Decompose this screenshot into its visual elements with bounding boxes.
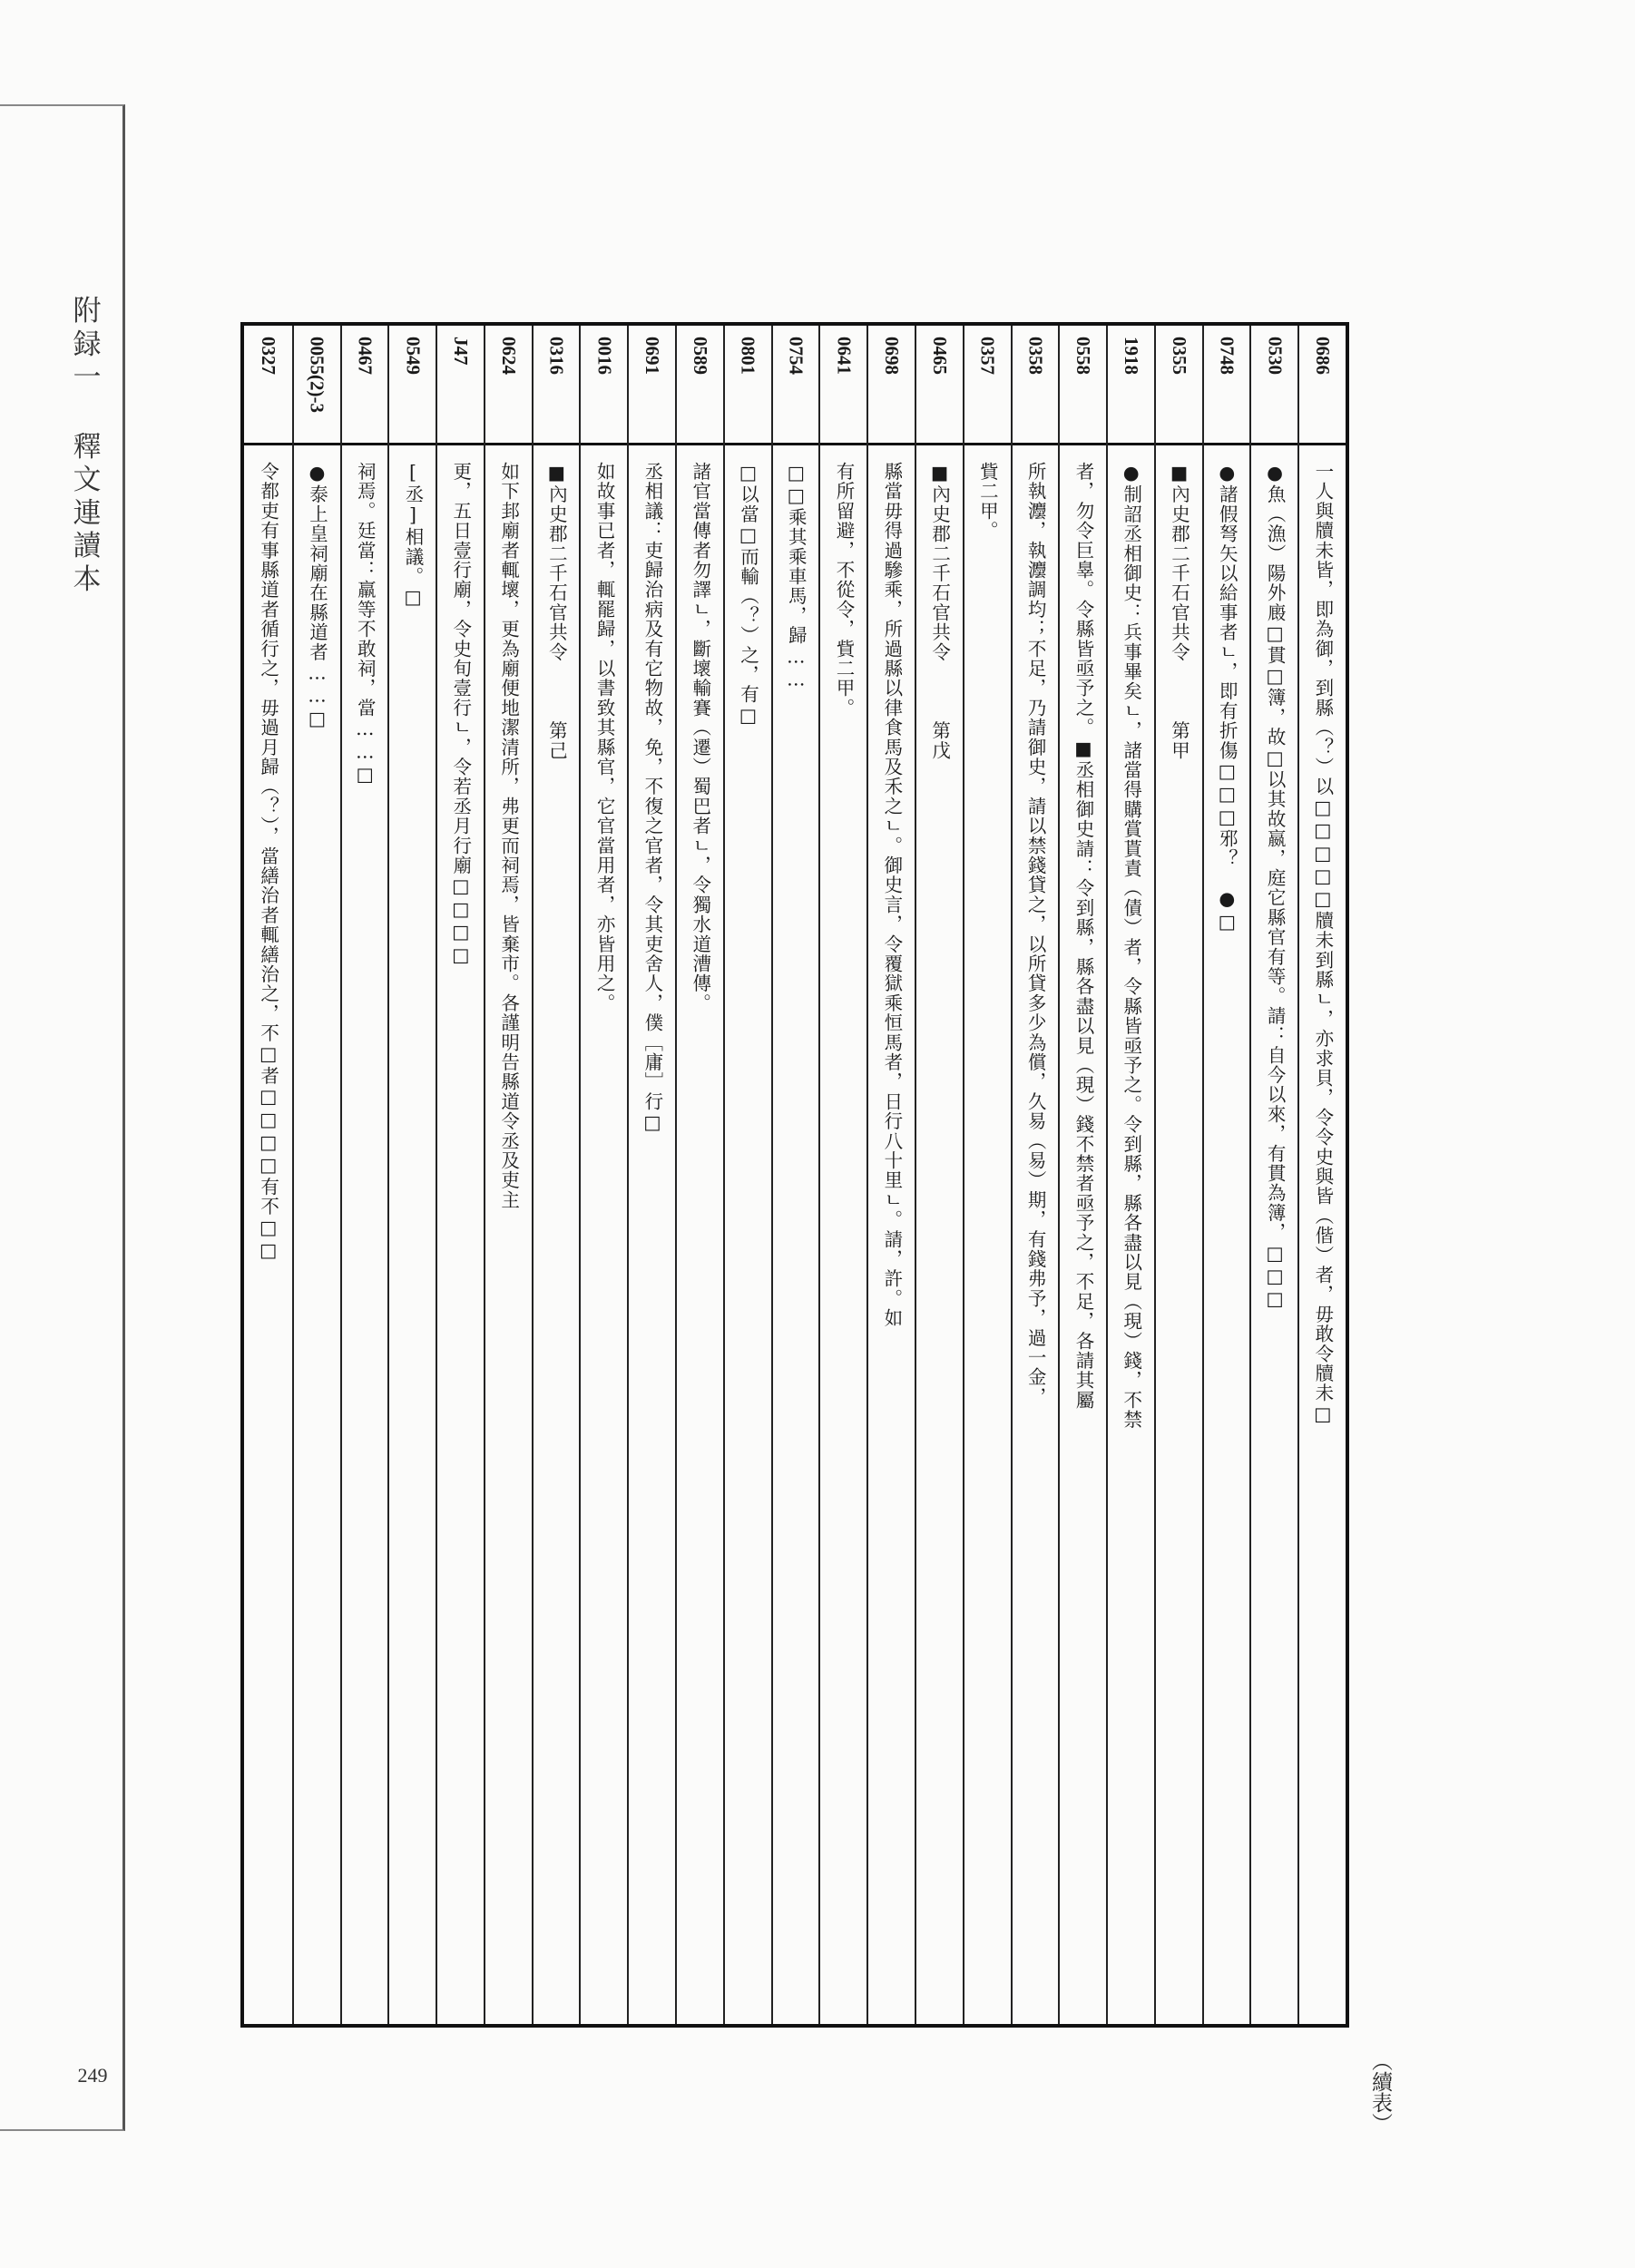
slip-text-line: [丞]相議。□ — [402, 462, 424, 610]
table-row — [579, 326, 627, 2024]
slip-number: 0530 — [1264, 337, 1287, 375]
slip-number-cell — [389, 326, 436, 445]
slip-number-cell — [485, 326, 532, 445]
slip-text-cell — [437, 462, 484, 2017]
slip-text-cell — [773, 462, 819, 2017]
slip-number: 0558 — [1072, 337, 1095, 375]
table-row — [866, 326, 915, 2024]
slip-text-line: 所執灋，執灋調均；不足，乃請御史，請以禁錢貸之，以所貸多少為償，久易（易）期，有錢弗予，過一金， — [1024, 462, 1047, 1407]
slip-text-line: 更，五日壹行廟，令史旬壹行ㄴ，令若丞月行廟□□□□ — [449, 462, 472, 967]
slip-text-line: 令都吏有事縣道者循行之，毋過月歸（？），當繕治者輒繕治之，不□者□□□□有不□□ — [257, 462, 279, 1263]
table-row — [1297, 326, 1346, 2024]
slip-number-cell — [244, 326, 292, 445]
slip-text-cell — [1204, 462, 1250, 2017]
slip-number: 0748 — [1216, 337, 1238, 375]
slip-text-line: 如故事已者，輒罷歸，以書致其縣官，它官當用者，亦皆用之。 — [593, 462, 616, 1013]
slip-number: 0589 — [689, 337, 711, 375]
slip-number-cell — [534, 326, 580, 445]
table-row — [244, 326, 292, 2024]
table-row — [292, 326, 340, 2024]
slip-text-cell — [342, 462, 388, 2017]
running-head-char: 録 — [73, 327, 102, 361]
table-row — [387, 326, 436, 2024]
slip-number: 0691 — [641, 337, 664, 375]
slip-text-cell — [244, 462, 292, 2017]
running-head-char: 讀 — [73, 530, 102, 563]
table-row — [771, 326, 819, 2024]
slip-number: 0467 — [354, 337, 377, 375]
slip-number: 0801 — [737, 337, 759, 375]
page-number: 249 — [77, 2064, 108, 2087]
slip-text-cell — [820, 462, 866, 2017]
slip-number-cell — [1013, 326, 1059, 445]
slip-number-cell — [581, 326, 627, 445]
slip-text-cell — [581, 462, 627, 2017]
slip-text-line: ●泰上皇祠廟在縣道者……□ — [306, 462, 328, 731]
table-row — [340, 326, 388, 2024]
slip-text-cell — [485, 462, 532, 2017]
slip-number-cell — [294, 326, 340, 445]
slip-number-cell — [342, 326, 388, 445]
slip-number: 0549 — [402, 337, 425, 375]
slip-text-cell — [1299, 462, 1346, 2017]
slip-text-cell — [1013, 462, 1059, 2017]
slip-text-line: 者，勿令巨辠。令縣皆亟予之。■丞相御史請：令到縣，縣各盡以見（現）錢不禁者亟予之，不足，各請其屬 — [1072, 462, 1094, 1411]
slip-text-line: ■內史郡二千石官共令 第甲 — [1168, 462, 1190, 760]
running-head-char: 釋 — [73, 430, 102, 464]
slip-number: 0698 — [881, 337, 904, 375]
slip-number-cell — [629, 326, 675, 445]
slip-number-cell — [1108, 326, 1154, 445]
slip-text-cell — [629, 462, 675, 2017]
page-edge-frame — [0, 104, 125, 2131]
slip-number-cell — [916, 326, 963, 445]
running-head-char: 附 — [73, 295, 102, 327]
slip-number-cell — [773, 326, 819, 445]
slip-text-line: 丞相議：吏歸治病及有它物故，免，不復之官者，令其吏舍人，僕［庸］行□ — [641, 462, 663, 1135]
table-row — [1154, 326, 1202, 2024]
slip-text-line: ●魚（漁）陽外廄□貫□簿，故□以其故嬴，庭它縣官有等。請：自今以來，有貫為簿，□□□ — [1264, 462, 1287, 1311]
slip-number: 0686 — [1312, 337, 1335, 375]
running-head — [71, 295, 103, 597]
slip-text-line: 祠焉。廷當：羸等不敢祠，當……□ — [354, 462, 377, 787]
slip-number-cell — [437, 326, 484, 445]
table-row — [1106, 326, 1154, 2024]
slip-text-cell — [916, 462, 963, 2017]
table-row — [1011, 326, 1059, 2024]
slip-text-cell — [1108, 462, 1154, 2017]
slip-number: 0624 — [497, 337, 520, 375]
table-row — [1202, 326, 1250, 2024]
slip-text-line: 貲二甲。 — [976, 462, 999, 541]
table-row — [627, 326, 675, 2024]
slip-number: 1918 — [1120, 337, 1142, 375]
slip-text-line: 縣當毋得過驂乘，所過縣以律食馬及禾之ㄴ。御史言，令覆獄乘恒馬者，日行八十里ㄴ。請，許。如 — [880, 462, 903, 1328]
slip-number: 0316 — [545, 337, 568, 375]
slip-text-cell — [868, 462, 915, 2017]
table-row — [915, 326, 963, 2024]
table-row — [532, 326, 580, 2024]
slip-text-cell — [725, 462, 771, 2017]
transcription-table — [240, 322, 1349, 2028]
slip-text-line: ●諸假弩矢以給事者ㄴ，即有折傷□□□邪？ ●□ — [1216, 462, 1238, 934]
slip-number: J47 — [450, 337, 473, 366]
slip-text-line: 有所留避，不從令，貲二甲。 — [833, 462, 856, 719]
slip-number: 0641 — [833, 337, 856, 375]
slip-text-line: ●制詔丞相御史：兵事畢矣ㄴ，諸當得購賞貰責（債）者，令縣皆亟予之。令到縣，縣各盡以見（現）錢，不禁 — [1120, 462, 1142, 1430]
slip-text-line: ■內史郡二千石官共令 第己 — [545, 462, 568, 760]
slip-number-cell — [1060, 326, 1106, 445]
slip-text-line: 諸官當傳者勿譯ㄴ，斷壞輸賽（遷）蜀巴者ㄴ，令獨水道漕傳。 — [689, 462, 711, 1013]
slip-number: 0355 — [1168, 337, 1190, 375]
slip-number-cell — [1204, 326, 1250, 445]
slip-text-cell — [1156, 462, 1202, 2017]
table-row — [484, 326, 532, 2024]
slip-number-cell — [868, 326, 915, 445]
slip-number-cell — [1156, 326, 1202, 445]
slip-text-cell — [389, 462, 436, 2017]
slip-number-cell — [964, 326, 1011, 445]
slip-number: 0016 — [593, 337, 616, 375]
slip-text-line: ■內史郡二千石官共令 第戊 — [928, 462, 951, 760]
slip-number-cell — [677, 326, 723, 445]
table-row — [1249, 326, 1297, 2024]
slip-number-cell — [820, 326, 866, 445]
table-row — [675, 326, 723, 2024]
running-head-char: 連 — [73, 496, 102, 530]
slip-number: 0055(2)-3 — [306, 337, 328, 413]
slip-number-cell — [1299, 326, 1346, 445]
slip-text-cell — [1251, 462, 1297, 2017]
slip-text-line: 如下邽廟者輒壞，更為廟便地潔清所，弗更而祠焉，皆棄市。各謹明告縣道令丞及吏主 — [497, 462, 520, 1210]
slip-text-cell — [677, 462, 723, 2017]
table-row — [818, 326, 866, 2024]
slip-text-line: □以當□而輸（？）之，有□ — [737, 462, 759, 728]
slip-number: 0465 — [928, 337, 951, 375]
continuation-note: （續表） — [1368, 2050, 1392, 2134]
slip-number: 0327 — [257, 337, 279, 375]
slip-number: 0358 — [1024, 337, 1047, 375]
slip-text-line: □□乘其乘車馬，歸…… — [785, 462, 808, 691]
slip-text-cell — [294, 462, 340, 2017]
table-row — [436, 326, 484, 2024]
slip-text-line: 一人與牘未皆，即為御，到縣（？）以□□□□□牘未到縣ㄴ，亦求貝，令令史與皆（偕）者，毋敢令牘未□ — [1311, 462, 1334, 1426]
running-head-char: 文 — [73, 464, 102, 497]
table-row — [963, 326, 1011, 2024]
slip-number-cell — [725, 326, 771, 445]
slip-number: 0754 — [785, 337, 808, 375]
table-row — [723, 326, 771, 2024]
slip-text-cell — [534, 462, 580, 2017]
slip-text-cell — [964, 462, 1011, 2017]
table-row — [1058, 326, 1106, 2024]
running-head-char: 本 — [73, 563, 102, 597]
slip-number: 0357 — [976, 337, 999, 375]
slip-number-cell — [1251, 326, 1297, 445]
running-head-char: 一 — [73, 361, 102, 395]
slip-text-cell — [1060, 462, 1106, 2017]
